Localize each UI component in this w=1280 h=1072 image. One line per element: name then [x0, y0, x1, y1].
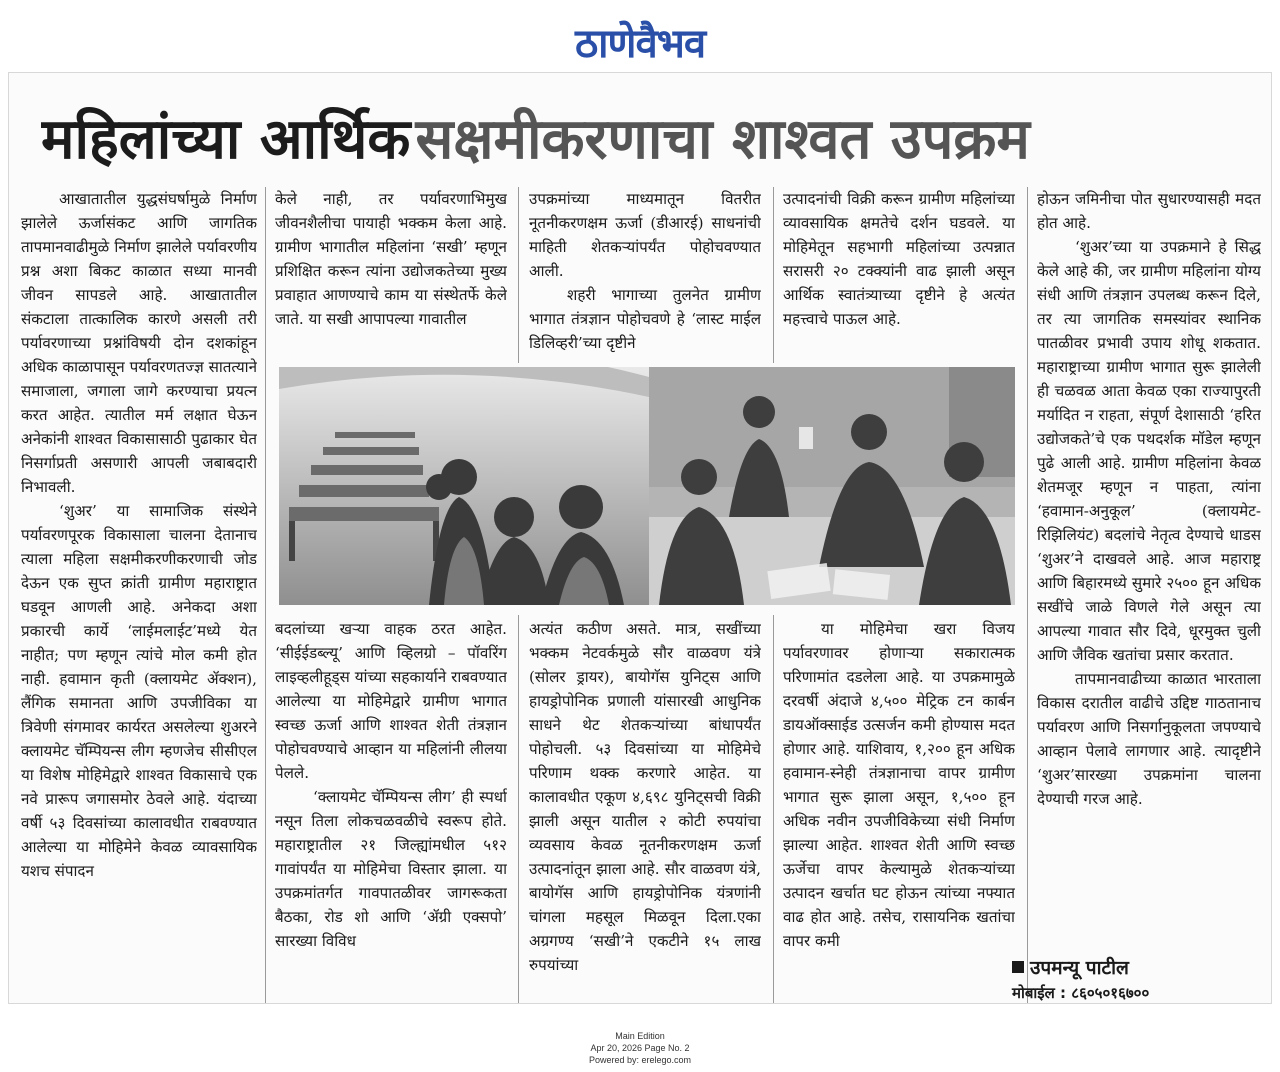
article-clipping [8, 72, 1272, 1004]
paragraph: बदलांच्या खऱ्या वाहक ठरत आहेत. ‘सीईईडब्ल्यू’ आणि व्हिलग्रो – पॉवरिंग लाइव्हलीहूड्स यांच्या सहकार्याने राबवण्यात आलेल्या या मोहिमेद्वारे ग्रामीण भागात स्वच्छ ऊर्जा आणि शाश्वत शेती तंत्रज्ञान पोहोचवण्याचे आव्हान या महिलांनी लीलया पेलले. [275, 620, 507, 782]
masthead [0, 14, 1280, 74]
photo-women-meeting [649, 367, 1015, 605]
column-4-bottom [783, 617, 1015, 1003]
column-divider [1027, 187, 1028, 1003]
paragraph: अत्यंत कठीण असते. मात्र, सखींच्या भक्कम नेटवर्कमुळे सौर वाळवण यंत्रे (सोलर ड्रायर), बायोगॅस युनिट्स आणि हायड्रोपोनिक प्रणाली यांसारखी आधुनिक साधने थेट शेतकऱ्यांच्या बांधापर्यंत पोहोचली. ५३ दिवसांच्या या मोहिमेचे परिणाम थक्क करणारे आहेत. या कालावधीत एकूण ४,६९८ युनिट्सची विक्री झाली असून यातील २ कोटी रुपयांचा व्यवसाय केवळ नूतनीकरणक्षम ऊर्जा उत्पादनांतून झाला आहे. सौर वाळवण यंत्रे, बायोगॅस आणि हायड्रोपोनिक यंत्रणांनी चांगला महसूल मिळवून दिला.एका अग्रगण्य ‘सखी’ने एकटीने १५ लाख रुपयांच्या [529, 620, 761, 974]
paragraph: शहरी भागाच्या तुलनेत ग्रामीण भागात तंत्रज्ञान पोहोचवणे हे ‘लास्ट माईल डिलिव्हरी’च्या दृष्टीने [529, 286, 761, 352]
headline-dark-part: महिलांच्या आर्थिक [41, 107, 411, 172]
column-divider [265, 187, 266, 1003]
column-divider [773, 615, 774, 1003]
footer-powered-by[interactable]: Powered by: erelego.com [588, 1055, 692, 1065]
column-3-bottom [529, 617, 761, 1003]
column-divider [518, 615, 519, 1003]
paragraph: ‘शुअर’च्या या उपक्रमाने हे सिद्ध केले आहे की, जर ग्रामीण महिलांना योग्य संधी आणि तंत्रज्ञान उपलब्ध करून दिले, तर त्या जागतिक समस्यांवर स्थानिक पातळीवर प्रभावी उपाय शोधू शकतात. महाराष्ट्राच्या ग्रामीण भागात सुरू झालेली ही चळवळ आता केवळ एका राज्यापुरती मर्यादित न राहता, संपूर्ण देशासाठी ‘हरित उद्योजकते’चे एक पथदर्शक मॉडेल म्हणून पुढे आली आहे. ग्रामीण महिलांना केवळ शेतमजूर म्हणून न पाहता, त्यांना ‘हवामान-अनुकूल’ (क्लायमेट-रिझिलियंट) बदलांचे नेतृत्व देण्याचे धाडस ‘शुअर’ने दाखवले आहे. आज महाराष्ट्र आणि बिहारमध्ये सुमारे २५०० हून अधिक सखींचे जाळे विणले गेले असून त्या आपल्या गावात सौर दिवे, धूरमुक्त चुली आणि जैविक खतांचा प्रसार करतात. [1037, 238, 1261, 664]
byline [1012, 955, 1252, 1005]
paragraph: या मोहिमेचा खरा विजय पर्यावरणावर होणाऱ्या सकारात्मक परिणामांत दडलेला आहे. या उपक्रमामुळे दरवर्षी अंदाजे ४,५०० मेट्रिक टन कार्बन डायऑक्साईड उत्सर्जन कमी होण्यास मदत होणार आहे. याशिवाय, १,२०० हून अधिक हवामान-स्नेही तंत्रज्ञानाचा वापर ग्रामीण भागात सुरू झाला असून, १,५०० हून अधिक नवीन उपजीविकेच्या संधी निर्माण झाल्या आहेत. शाश्वत शेती आणि स्वच्छ ऊर्जेचा वापर केल्यामुळे शेतकऱ्यांच्या उत्पादन खर्चात घट होऊन त्यांच्या नफ्यात वाढ होत आहे. तसेच, रासायनिक खतांचा वापर कमी [783, 620, 1015, 950]
paragraph: उपक्रमांच्या माध्यमातून वितरीत नूतनीकरणक्षम ऊर्जा (डीआरई) साधनांची माहिती शेतकऱ्यांपर्यंत पोहोचवण्यात आली. [529, 190, 761, 280]
column-divider [773, 187, 774, 363]
paragraph: ‘क्लायमेट चॅम्पियन्स लीग’ ही स्पर्धा नसून तिला लोकचळवळीचे स्वरूप होते. महाराष्ट्रातील २१ जिल्ह्यांमधील ५१२ गावांपर्यंत या मोहिमेचा विस्तार झाला. या उपक्रमांतर्गत गावपातळीवर जागरूकता बैठका, रोड शो आणि ‘ॲग्री एक्सपो’ सारख्या विविध [275, 788, 507, 950]
page-footer [0, 1030, 1280, 1066]
paragraph: ‘शुअर’ या सामाजिक संस्थेने पर्यावरणपूरक विकासाला चालना देतानाच त्याला महिला सक्षमीकरणीकरणाची जोड देऊन एक सुप्त क्रांती ग्रामीण महाराष्ट्रात घडवून आणली आहे. अनेकदा अशा प्रकारची कार्ये ‘लाईमलाईट’मध्ये येत नाहीत; पण म्हणून त्यांचे मोल कमी होत नाही. हवामान कृती (क्लायमेट ॲक्शन), लैंगिक समानता आणि उपजीविका या त्रिवेणी संगमावर कार्यरत असलेल्या शुअरने क्लायमेट चॅम्पियन्स लीग म्हणजेच सीसीएल या विशेष मोहिमेद्वारे शाश्वत विकासाचे एक नवे प्रारूप जगासमोर ठेवले आहे. यंदाच्या वर्षी ५३ दिवसांच्या कालावधीत राबवण्यात आलेल्या या मोहिमेने केवळ व्यावसायिक यशच संपादन [21, 502, 257, 880]
column-4-top [783, 187, 1015, 357]
photo-solar-dryer-women [279, 367, 649, 605]
author-name [1012, 955, 1252, 981]
paragraph: केले नाही, तर पर्यावरणाभिमुख जीवनशैलीचा पायाही भक्कम केला आहे. ग्रामीण भागातील महिलांना ‘सखी’ म्हणून प्रशिक्षित करून त्यांना उद्योजकतेच्या मुख्य प्रवाहात आणण्याचे काम या संस्थेतर्फे केले जाते. या सखी आपापल्या गावातील [275, 190, 507, 328]
paragraph: उत्पादनांची विक्री करून ग्रामीण महिलांच्या व्यावसायिक क्षमतेचे दर्शन घडवले. या मोहिमेतून सहभागी महिलांच्या उत्पन्नात सरासरी २० टक्क्यांनी वाढ झाली असून आर्थिक स्वातंत्र्याच्या दृष्टीने हे अत्यंत महत्त्वाचे पाऊल आहे. [783, 190, 1015, 328]
column-2-bottom [275, 617, 507, 1003]
author-mobile: मोबाईल : ८६०५०१६७०० [1012, 984, 1150, 1002]
column-1 [21, 187, 257, 1003]
paragraph: तापमानवाढीच्या काळात भारताला विकास दरातील वाढीचे उद्दिष्ट गाठतानाच पर्यावरण आणि निसर्गानुकूलता जपण्याचे आव्हान पेलावे लागणार आहे. त्यादृष्टीने ‘शुअर’सारख्या उपक्रमांना चालना देण्याची गरज आहे. [1037, 670, 1261, 808]
column-2-top [275, 187, 507, 357]
column-5 [1037, 187, 1261, 953]
column-divider [518, 187, 519, 363]
footer-date-page: Apr 20, 2026 Page No. 2 [590, 1043, 690, 1053]
headline-grey-part: सक्षमीकरणाचा शाश्वत उपक्रम [415, 107, 1030, 172]
author-name-text: उपमन्यू पाटील [1030, 957, 1129, 979]
paragraph: आखातातील युद्धसंघर्षामुळे निर्माण झालेले ऊर्जासंकट आणि जागतिक तापमानवाढीमुळे निर्माण झालेले पर्यावरणीय प्रश्न अशा बिकट काळात सध्या मानवी जीवन सापडले आहे. आखातातील संकटाला तात्कालिक कारणे असली तरी पर्यावरणाच्या प्रश्नांविषयी दोन दशकांहून अधिक काळापासून पर्यावरणतज्ज्ञ सातत्याने समाजाला, जगाला जागे करण्याचा प्रयत्न करत आहेत. त्यातील मर्म लक्षात घेऊन अनेकांनी शाश्वत विकासासाठी पुढाकार घेत निसर्गाप्रती असणारी आपली जबाबदारी निभावली. [21, 190, 257, 496]
newspaper-logo: ठाणेवैभव [574, 21, 706, 67]
article-headline [41, 105, 1241, 175]
paragraph: होऊन जमिनीचा पोत सुधारण्यासही मदत होत आहे. [1037, 190, 1261, 232]
column-3-top [529, 187, 761, 357]
square-bullet-icon [1012, 961, 1024, 973]
footer-edition: Main Edition [615, 1031, 665, 1041]
